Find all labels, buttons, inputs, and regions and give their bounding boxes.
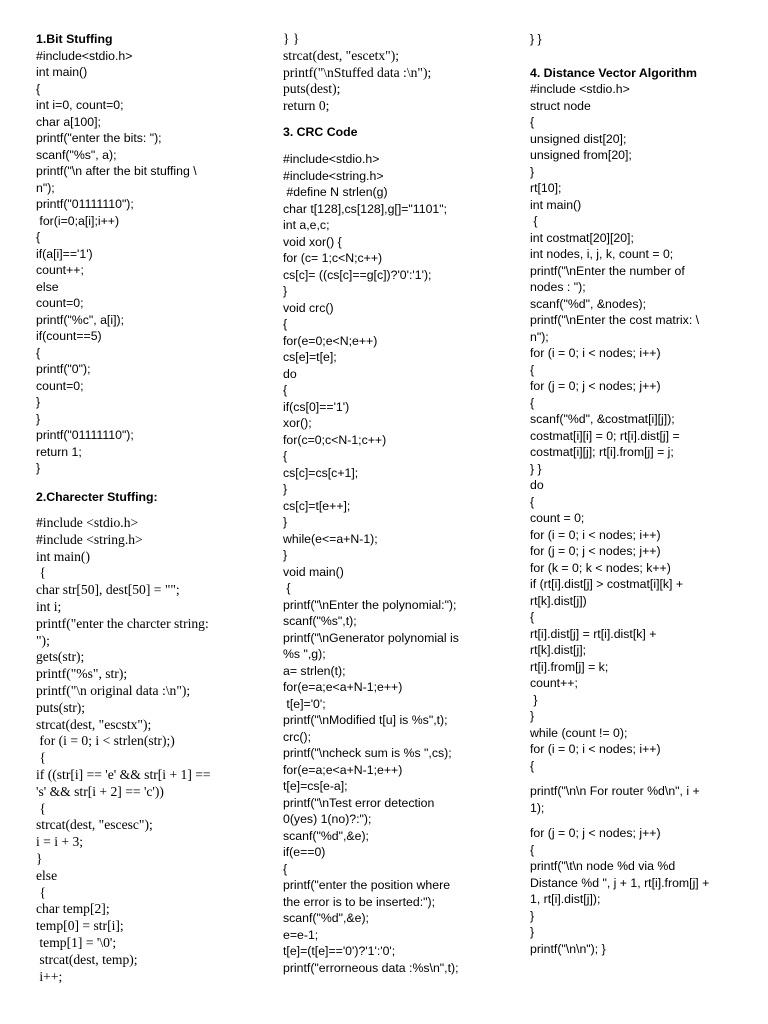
code-line: else (36, 279, 59, 294)
code-line: for(i=0;a[i];i++) (36, 213, 120, 228)
code-line: } } (530, 461, 542, 476)
code-line: for (i = 0; i < nodes; i++) (530, 742, 661, 756)
code-line: } (530, 709, 535, 723)
code-line: printf("\n\n"); } (530, 941, 606, 956)
code-line: if (rt[i].dist[j] > costmat[i][k] + (530, 577, 684, 591)
code-line: struct node (530, 98, 591, 113)
code-line: for(e=0;e<N;e++) (283, 333, 378, 348)
code-line: int i; (36, 598, 62, 614)
code-line: int nodes, i, j, k, count = 0; (530, 247, 674, 261)
code-line: printf("\ncheck sum is %s ",cs); (283, 746, 452, 761)
code-line: rt[10]; (530, 181, 562, 195)
code-line: scanf("%d", &costmat[i][j]); (530, 412, 675, 426)
code-line: for (j = 0; j < nodes; j++) (530, 379, 661, 393)
code-line: { (283, 317, 288, 332)
char-stuffing-code (36, 515, 264, 985)
code-line: scanf("%d",&e); (283, 828, 369, 843)
code-line: count++; (530, 676, 578, 690)
code-line: { (530, 362, 535, 377)
code-line: { (530, 610, 535, 624)
code-line: unsigned dist[20]; (530, 131, 627, 146)
code-line: do (530, 478, 544, 492)
code-line: for (i = 0; i < strlen(str);) (36, 733, 175, 749)
code-line: unsigned from[20]; (530, 148, 632, 162)
code-line: int a,e,c; (283, 218, 330, 233)
code-line: cs[c]=t[e++]; (283, 498, 351, 513)
code-line: printf("\nEnter the number of (530, 263, 685, 278)
code-line: { (36, 230, 41, 244)
code-line: printf("\nEnter the cost matrix: \ (530, 313, 700, 327)
code-line: printf("%c", a[i]); (36, 312, 124, 327)
code-line: { (283, 383, 288, 398)
code-line: { (36, 800, 46, 816)
code-line: rt[i].dist[j] = rt[i].dist[k] + (530, 626, 657, 641)
code-line: printf("enter the bits: "); (36, 131, 162, 145)
code-line: char t[128],cs[128],g[]="1101"; (283, 201, 448, 216)
code-line: printf("\nStuffed data :\n"); (283, 64, 432, 80)
code-line: 1); (530, 800, 545, 815)
code-line: gets(str); (36, 649, 85, 665)
code-line: cs[c]=cs[c+1]; (283, 465, 359, 480)
code-line: { (283, 581, 291, 596)
code-line: } (530, 925, 535, 939)
code-line: } (36, 411, 41, 426)
code-line: strcat(dest, temp); (36, 951, 138, 967)
code-line: int main() (36, 548, 90, 564)
code-line: rt[k].dist[j]) (530, 593, 587, 608)
code-line: printf("01111110"); (36, 197, 134, 211)
code-line: count=0; (36, 378, 84, 393)
code-line: printf("\nEnter the polynomial:"); (283, 597, 457, 612)
code-line: #include <stdio.h> (530, 82, 630, 96)
code-line: } (283, 482, 288, 497)
code-line: return 1; (36, 444, 82, 459)
code-line: a= strlen(t); (283, 663, 346, 678)
code-line: while (count != 0); (530, 725, 628, 740)
code-line: count = 0; (530, 511, 585, 525)
code-line: temp[1] = '\0'; (36, 934, 117, 950)
code-line: #define N strlen(g) (283, 185, 388, 200)
code-line: t[e]=cs[e-a]; (283, 779, 348, 794)
code-line: count=0; (36, 296, 84, 310)
code-line: 0(yes) 1(no)?:"); (283, 812, 372, 827)
code-line: strcat(dest, "escetx"); (283, 47, 400, 63)
code-line: n"); (530, 329, 549, 344)
code-line: scanf("%d", &nodes); (530, 296, 647, 311)
code-line: temp[0] = str[i]; (36, 918, 124, 934)
code-line: the error is to be inserted:"); (283, 894, 435, 909)
code-line: rt[i].from[j] = k; (530, 659, 609, 674)
code-line: i++; (36, 968, 63, 984)
char-stuffing-title: 2.Charecter Stuffing: (36, 489, 158, 504)
code-line: if(e==0) (283, 845, 326, 860)
code-line: { (530, 758, 535, 773)
code-line: %s ",g); (283, 647, 326, 662)
column-3 (530, 31, 752, 957)
code-line: scanf("%s",t); (283, 614, 357, 629)
code-line: } (530, 692, 538, 707)
crc-code-continued (530, 31, 752, 48)
code-line: xor(); (283, 416, 312, 431)
code-line: { (530, 494, 535, 509)
code-line: Distance %d ", j + 1, rt[i].from[j] + (530, 875, 710, 890)
code-line: for (i = 0; i < nodes; i++) (530, 527, 661, 542)
code-line: printf("\nModified t[u] is %s",t); (283, 713, 448, 728)
code-line: puts(str); (36, 699, 86, 715)
code-line: for (i = 0; i < nodes; i++) (530, 346, 661, 360)
code-line: } (36, 395, 41, 409)
code-line: strcat(dest, "escstx"); (36, 716, 152, 732)
code-line: printf("%s", str); (36, 666, 128, 682)
code-line: for (j = 0; j < nodes; j++) (530, 826, 661, 840)
code-line: } (36, 850, 43, 866)
code-line: for(e=a;e<a+N-1;e++) (283, 680, 403, 695)
crc-code (283, 151, 489, 976)
code-line: int main() (530, 197, 582, 212)
code-line: cs[e]=t[e]; (283, 350, 337, 365)
code-line: for (k = 0; k < nodes; k++) (530, 560, 671, 575)
code-line: { (283, 861, 288, 876)
code-line: costmat[i][i] = 0; rt[i].dist[j] = (530, 428, 680, 443)
code-line: scanf("%s", a); (36, 147, 117, 162)
code-line: void main() (283, 564, 344, 579)
code-line: 1, rt[i].dist[j]); (530, 892, 601, 906)
code-line: } } (530, 32, 542, 46)
code-line: { (36, 345, 41, 360)
crc-title: 3. CRC Code (283, 124, 358, 139)
code-line: int main() (36, 65, 88, 79)
code-line: if(cs[0]=='1') (283, 399, 350, 414)
code-line: printf("\nTest error detection (283, 795, 435, 810)
column-1 (36, 31, 264, 985)
distance-vector-title: 4. Distance Vector Algorithm (530, 65, 697, 80)
code-line: #include<string.h> (283, 168, 384, 183)
code-line: { (36, 81, 41, 96)
code-line: int i=0, count=0; (36, 98, 124, 112)
code-line: n"); (36, 180, 55, 195)
code-line: else (36, 867, 58, 883)
code-line: #include<stdio.h> (36, 48, 133, 63)
code-line: printf("01111110"); (36, 428, 134, 442)
code-line: #include <string.h> (36, 531, 143, 547)
code-line: scanf("%d",&e); (283, 911, 369, 926)
code-line: costmat[i][j]; rt[i].from[j] = j; (530, 445, 674, 459)
code-line: #include<stdio.h> (283, 152, 380, 167)
code-line: } (283, 548, 288, 563)
code-line: printf("\n\n For router %d\n", i + (530, 784, 700, 798)
code-line: char str[50], dest[50] = ""; (36, 582, 180, 598)
code-line: crc(); (283, 729, 311, 744)
code-line: { (36, 884, 46, 900)
code-line: { (36, 750, 46, 766)
code-line: printf("\t\n node %d via %d (530, 859, 676, 873)
code-line: i = i + 3; (36, 834, 84, 850)
code-line: if ((str[i] == 'e' && str[i + 1] == (36, 766, 211, 782)
code-line: { (530, 395, 535, 410)
code-line: { (530, 214, 538, 228)
code-line: do (283, 366, 297, 381)
code-line: t[e]=(t[e]=='0')?'1':'0'; (283, 944, 396, 959)
code-line: if(count==5) (36, 329, 102, 343)
code-line: void crc() (283, 300, 334, 315)
code-line: } (530, 908, 535, 923)
code-line: printf("\n after the bit stuffing \ (36, 164, 197, 178)
bit-stuffing-title: 1.Bit Stuffing (36, 32, 113, 46)
code-line: { (36, 565, 46, 581)
code-line: nodes : "); (530, 280, 586, 294)
code-line: printf("enter the charcter string: (36, 615, 209, 631)
code-line: 's' && str[i + 2] == 'c')) (36, 783, 164, 799)
code-line: for (c= 1;c<N;c++) (283, 251, 383, 266)
code-line: char a[100]; (36, 114, 101, 129)
code-line: printf("0"); (36, 362, 91, 376)
code-line: char temp[2]; (36, 901, 110, 917)
code-line: printf("\n original data :\n"); (36, 682, 191, 698)
code-line: count++; (36, 263, 84, 277)
code-line: { (283, 449, 288, 464)
code-line: printf("\nGenerator polynomial is (283, 630, 459, 645)
bit-stuffing-code (36, 48, 264, 477)
code-line: } } (283, 31, 300, 46)
code-line: } (36, 461, 41, 475)
code-line: for (j = 0; j < nodes; j++) (530, 544, 661, 558)
code-line: for(e=a;e<a+N-1;e++) (283, 762, 403, 777)
code-line: strcat(dest, "escesc"); (36, 817, 153, 833)
code-line: for(c=0;c<N-1;c++) (283, 432, 387, 447)
code-line: "); (36, 632, 50, 648)
code-line: printf("errorneous data :%s\n",t); (283, 960, 459, 975)
code-line: } (283, 284, 288, 299)
code-line: { (530, 842, 535, 857)
code-line: { (530, 115, 535, 129)
column-2 (283, 31, 489, 976)
code-line: printf("enter the position where (283, 878, 451, 893)
code-line: while(e<=a+N-1); (283, 531, 378, 546)
code-line: } (530, 164, 535, 179)
code-line: rt[k].dist[j]; (530, 643, 587, 657)
code-line: cs[c]= ((cs[c]==g[c])?'0':'1'); (283, 267, 432, 282)
code-line: } (283, 515, 288, 530)
distance-vector-code-c (530, 825, 752, 957)
code-line: void xor() { (283, 234, 342, 249)
distance-vector-code-a (530, 81, 752, 774)
distance-vector-code-b (530, 783, 752, 816)
code-line: if(a[i]=='1') (36, 246, 93, 261)
code-line: t[e]='0'; (283, 696, 326, 711)
code-line: return 0; (283, 98, 330, 114)
code-line: puts(dest); (283, 81, 341, 97)
code-line: int costmat[20][20]; (530, 230, 634, 245)
code-line: e=e-1; (283, 927, 319, 942)
code-line: #include <stdio.h> (36, 515, 139, 530)
char-stuffing-code-continued (283, 31, 489, 115)
